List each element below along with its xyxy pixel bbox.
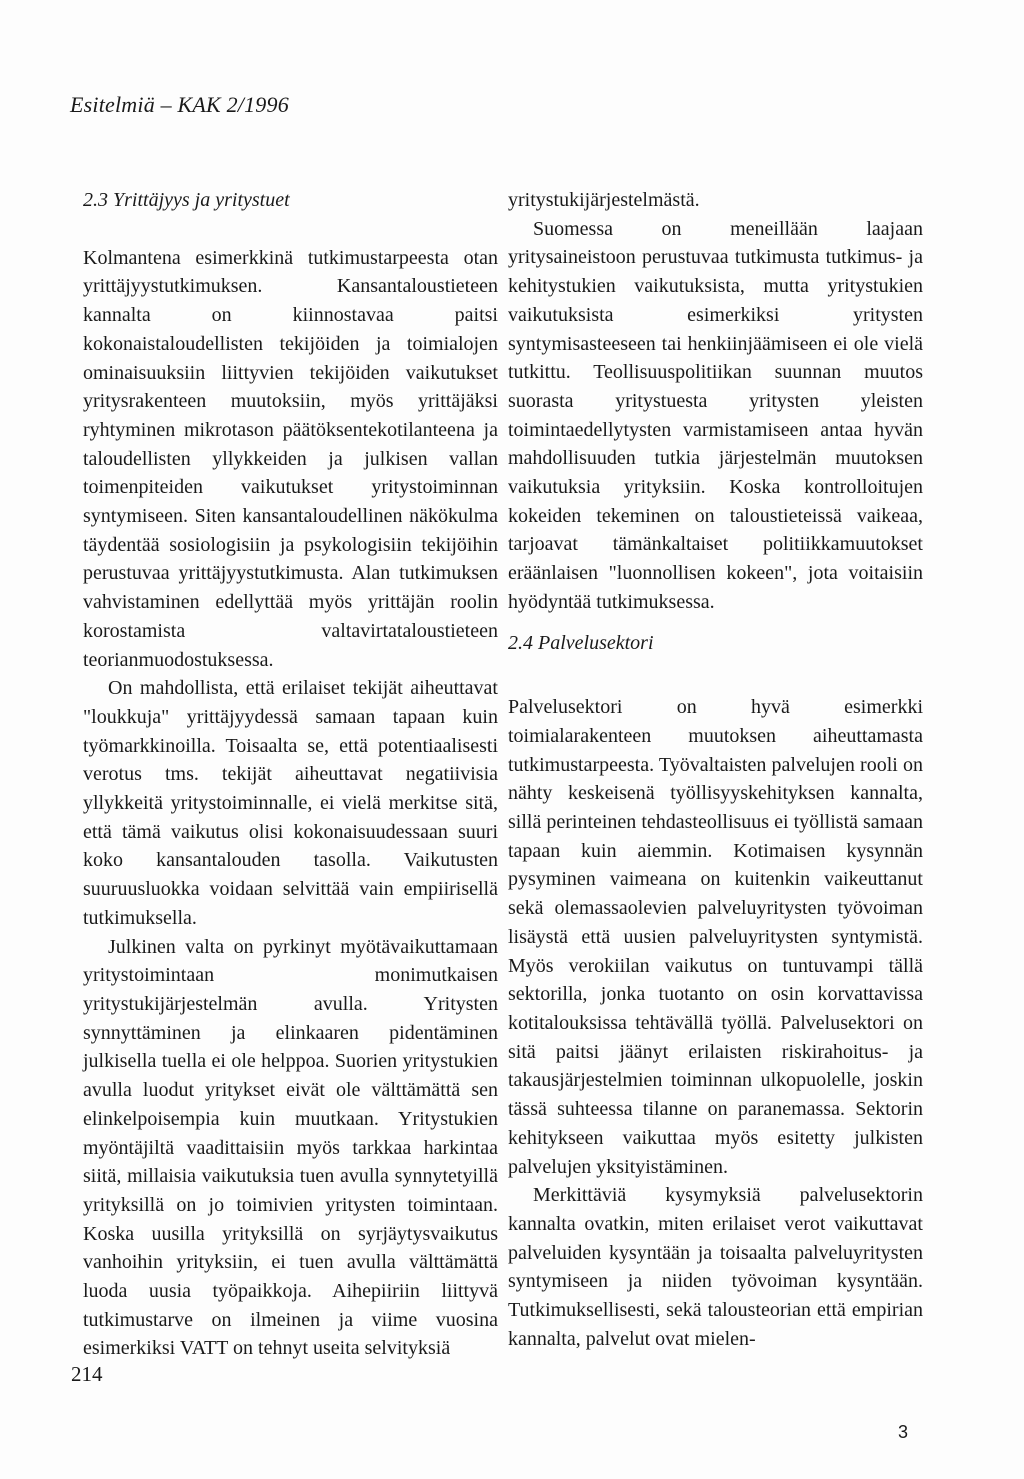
paragraph-right-3: Merkittäviä kysymyksiä palvelusektorin kannalta ovatkin, miten erilaiset verot vaikuttavat palveluiden kysyntään ja toisaalta palveluyritysten syntymiseen ja niiden työvoiman kysyntään. Tutkimuksellisesti, sekä talousteorian että empirian kannalta, palvelut ovat mielen- xyxy=(508,1184,923,1350)
paragraph-left-1: Kolmantena esimerkkinä tutkimustarpeesta otan yrittäjyystutkimuksen. Kansantaloustieteen kannalta on kiinnostavaa paitsi kokonaistaloudellisten tekijöiden ja toimialojen ominaisuuksiin liittyvien tekijöiden vaikutukset yritysrakenteen muutoksiin, myös yrittäjäksi ryhtyminen mikrotason päätöksentekotilanteena ja taloudellisten yllykkeiden ja julkisen vallan toimenpiteiden vaikutukset yritystoiminnan syntymiseen. Siten kansantaloudellinen näkökulma täydentää sosiologisiin ja psykologisiin tekijöihin perustuvaa yrittäjyystutkimusta. Alan tutkimuksen vahvistaminen edellyttää myös yrittäjän roolin korostamista valtavirtataloustieteen teorianmuodostuksessa. xyxy=(83,246,498,671)
page-number: 214 xyxy=(71,1362,103,1386)
paragraph-left-2: On mahdollista, että erilaiset tekijät aiheuttavat "loukkuja" yrittäjyydessä samaan tapaan kuin työmarkkinoilla. Toisaalta se, että potentiaalisesti verotus tms. tekijät aiheuttavat negatiivisia yllykkeitä yritystoiminnalle, ei vielä merkitse sitä, että tämä vaikutus olisi kokonaisuudessaan suuri koko kansantalouden tasolla. Vaikutusten suuruusluokka voidaan selvittää vain empiirisellä tutkimuksella. xyxy=(83,677,498,929)
section-heading-2-3: 2.3 Yrittäjyys ja yritystuet xyxy=(83,189,290,211)
heading-spacer xyxy=(83,215,498,244)
heading-spacer xyxy=(508,617,923,629)
paragraph-right-2: Palvelusektori on hyvä esimerkki toimialarakenteen muutoksen aiheuttamasta tutkimustarpeesta. Työvaltaisten palvelujen rooli on nähty keskeisenä työllisyyskehityksen kannalta, sillä perinteinen tehdasteollisuus ei työllistä samaan tapaan kuin aiemmin. Kotimaisen kysynnän pysyminen vaimeana on kuitenkin vaikeuttanut sekä olemassaolevien palveluyritysten työvoiman lisäystä että uusien palveluyritysten syntymistä. Myös verokiilan vaikutus on tuntuvampi tällä sektorilla, jonka tuotanto on osin korvattavissa kotitalouksissa tehtävällä työllä. Palvelusektori on sitä paitsi jäänyt erilaisten riskirahoitus- ja takausjärjestelmien toiminnan ulkopuolelle, joskin tässä suhteessa tilanne on paranemassa. Sektorin kehitykseen vaikuttaa myös esitetty julkisten palvelujen yksityistäminen. xyxy=(508,696,923,1178)
right-column xyxy=(508,186,923,1353)
paragraph-left-3: Julkinen valta on pyrkinyt myötävaikuttamaan yritystoimintaan monimutkaisen yritystukijärjestelmän avulla. Yritysten synnyttäminen ja elinkaaren pidentäminen julkisella tuella ei ole helppoa. Suorien yritystukien avulla luodut yritykset eivät ole välttämättä sen elinkelpoisempia kuin muutkaan. Yritystukien myöntäjiltä vaadittaisiin myös tarkkaa harkintaa siitä, millaisia vaikutuksia tuen avulla synnytetyillä yrityksillä on jo toimivien yritysten toimintaan. Koska uusilla yrityksillä on syrjäytysvaikutus vanhoihin yrityksiin, ei tuen avulla välttämättä luoda uusia työpaikkoja. Aihepiiriin liittyvä tutkimustarve on ilmeinen ja viime vuosina esimerkiksi VATT on tehnyt useita selvityksiä xyxy=(83,935,498,1360)
paragraph-right-1: Suomessa on meneillään laajaan yritysaineistoon perustuvaa tutkimusta tutkimus- ja kehitystukien vaikutuksista, mutta yritystukien vaikutuksista esimerkiksi yritysten syntymisasteeseen tai henkiinjäämiseen ei ole vielä tutkittu. Teollisuuspolitiikan suunnan muutos suorasta yritystuesta yritysten yleisten toimintaedellytysten varmistamiseen antaa hyvän mahdollisuuden tutkia järjestelmän muutoksen vaikutuksia yrityksiin. Koska kontrolloitujen kokeiden tekeminen on taloustieteissä vaikeaa, tarjoavat tämänkaltaiset politiikkamuutokset eräänlaisen "luonnollisen kokeen", jota voitaisiin hyödyntää tutkimuksessa. xyxy=(508,217,923,613)
section-heading-2-4: 2.4 Palvelusektori xyxy=(508,631,654,654)
heading-spacer xyxy=(508,657,923,693)
left-column xyxy=(83,186,498,1363)
running-header: Esitelmiä – KAK 2/1996 xyxy=(70,92,289,117)
paragraph-continuation: yritystukijärjestelmästä. xyxy=(508,189,700,211)
corner-mark: 3 xyxy=(898,1422,909,1442)
